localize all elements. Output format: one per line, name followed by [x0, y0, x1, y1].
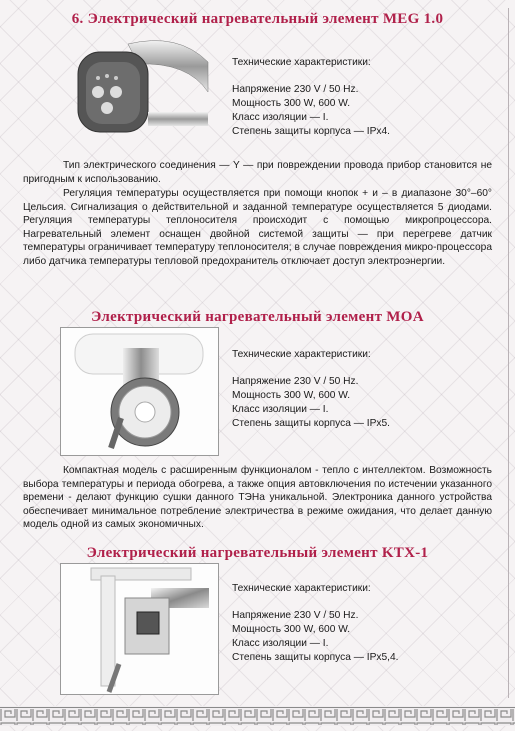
product-photo-ktx: [60, 563, 219, 695]
product-photo-moa: [60, 327, 219, 456]
spec-power: Мощность 300 W, 600 W.: [232, 624, 351, 635]
paragraph-moa-description: Компактная модель с расширенным функционалом - тепло с интеллектом. Возможность выбора температуры и периода обогрева, а также опция автовключения по истечении указанного времени - делают функцию сушки данного ТЭНа уникальной. Электроника данного устройства обеспечивает минимальное потребление электричества в режиме ожидания, что делает данную модель одной из самых экономичных.: [23, 465, 492, 531]
spec-insulation: Класс изоляции — I.: [232, 404, 329, 415]
specs-meg: [232, 56, 390, 139]
spec-protection: Степень защиты корпуса — IPx5,4.: [232, 652, 399, 663]
greek-key-border: [0, 706, 515, 726]
right-divider: [508, 8, 509, 698]
spec-power: Мощность 300 W, 600 W.: [232, 390, 351, 401]
specs-heading: Технические характеристики:: [232, 349, 371, 360]
spec-power: Мощность 300 W, 600 W.: [232, 98, 351, 109]
section-title-moa: Электрический нагревательный элемент MOA: [91, 309, 424, 325]
specs-heading: Технические характеристики:: [232, 583, 371, 594]
spec-voltage: Напряжение 230 V / 50 Hz.: [232, 84, 359, 95]
spec-voltage: Напряжение 230 V / 50 Hz.: [232, 610, 359, 621]
spec-insulation: Класс изоляции — I.: [232, 112, 329, 123]
section-title-meg: 6. Электрический нагревательный элемент MEG 1.0: [71, 11, 444, 27]
paragraph-connection: Тип электрического соединения — Y — при повреждении провода прибор становится не пригодным к использованию.: [23, 160, 492, 185]
spec-protection: Степень защиты корпуса — IPx5.: [232, 418, 390, 429]
specs-ktx: [232, 582, 398, 665]
spec-protection: Степень защиты корпуса — IPx4.: [232, 126, 390, 137]
paragraph-regulation: Регуляция температуры осуществляется при помощи кнопок + и – в диапазоне 30°–60° Цельсия. Сигнализация о действительной и заданной температуре осуществляется 5 диодами. Регуляция температуры теплоносителя происходит с помощью микропроцессора. Нагревательный элемент оснащен двойной системой защиты — при перегреве датчик температуры ограничивает температуру теплоносителя; в случае повреждения микро-процессора либо датчика температуры тепловой предохранитель отключает доступ электроэнергии.: [23, 188, 492, 267]
spec-voltage: Напряжение 230 V / 50 Hz.: [232, 376, 359, 387]
specs-heading: Технические характеристики:: [232, 57, 371, 68]
product-photo-meg: [68, 32, 216, 142]
section-title-ktx: Электрический нагревательный элемент KTX-1: [86, 545, 429, 561]
spec-insulation: Класс изоляции — I.: [232, 638, 329, 649]
specs-moa: [232, 348, 390, 431]
